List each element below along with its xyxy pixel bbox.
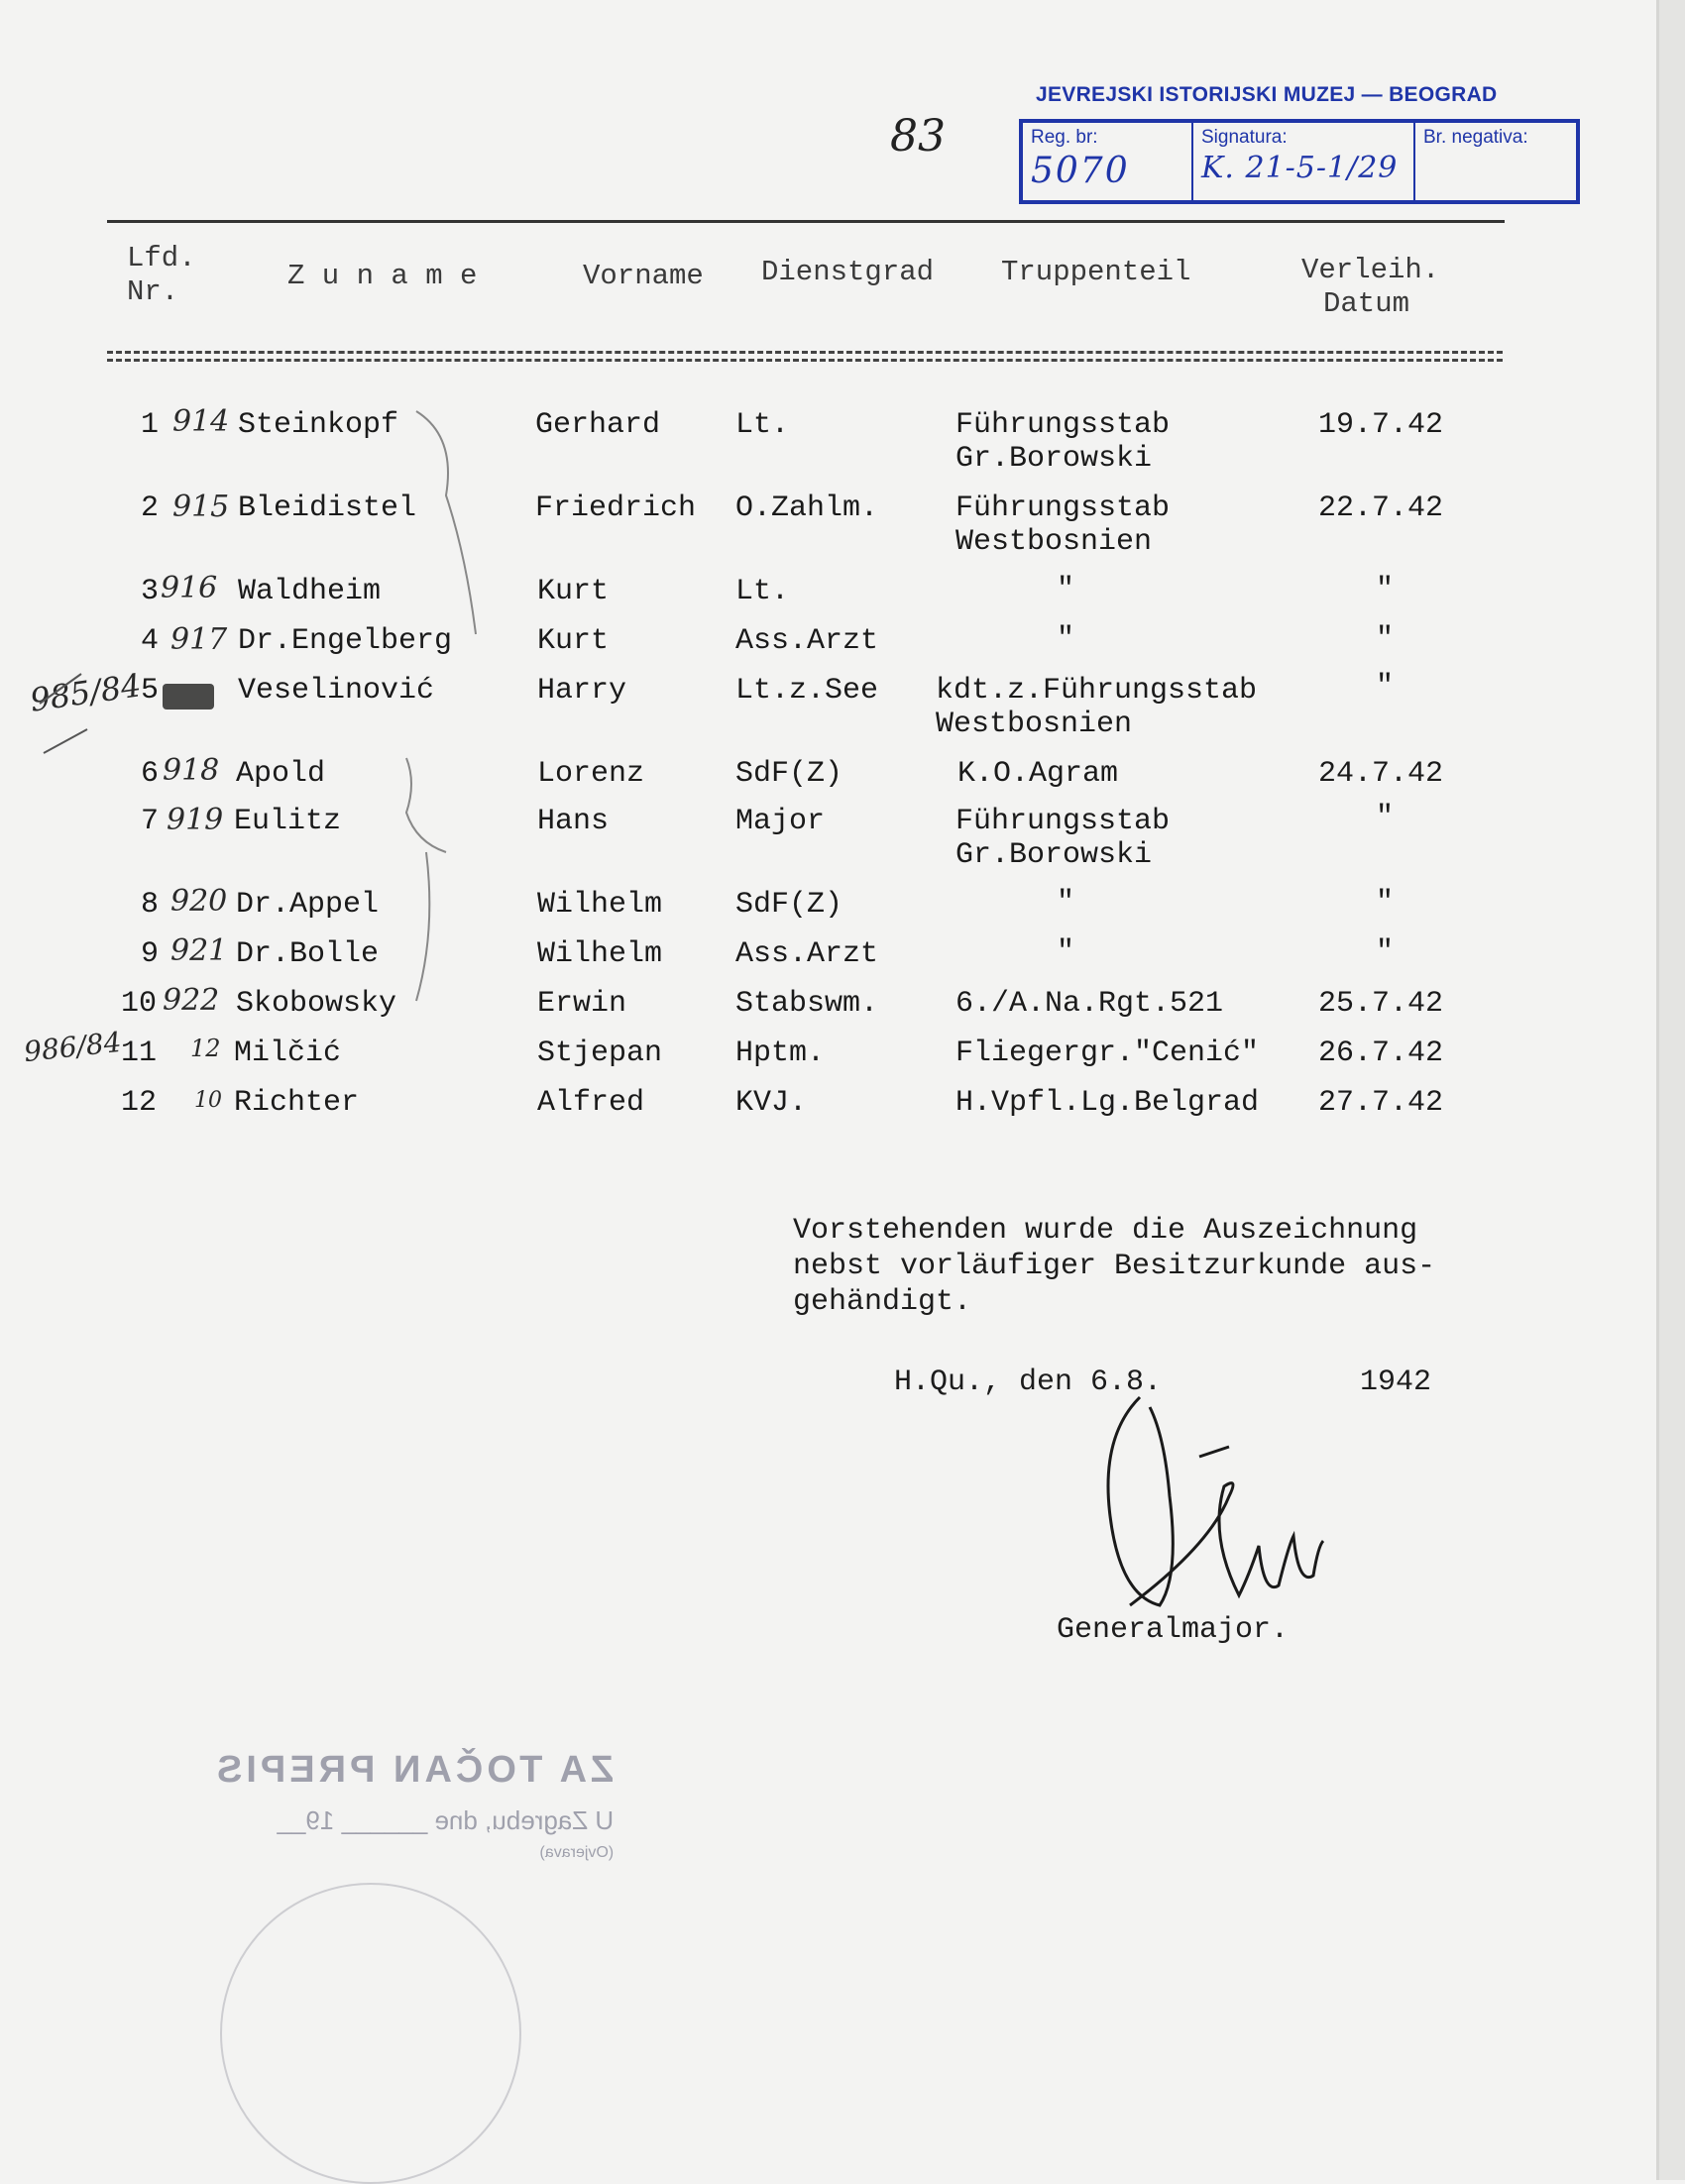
row-10-zuname: Skobowsky [236,987,397,1021]
row-4-zuname: Dr.Engelberg [238,624,453,658]
row-8-nr: 8 [141,888,160,922]
row-5-zuname: Veselinović [238,674,435,708]
header-vorname: Vorname [583,260,704,292]
museum-stamp-title: JEVREJSKI ISTORIJSKI MUZEJ — BEOGRAD [1036,83,1498,106]
copy-stamp-line: U Zagrebu, dne ______ 19__ [277,1805,615,1835]
row-9-dienstgrad: Ass.Arzt [735,937,879,971]
row-1-truppenteil-line-2: Gr.Borowski [955,442,1153,476]
signatura-label: Signatura: [1201,127,1288,148]
row-12-nr: 12 [121,1086,158,1120]
row-6-truppenteil: K.O.Agram [957,757,1119,791]
row-10-dienstgrad: Stabswm. [735,987,879,1021]
copy-stamp-title: ZA TOČAN PREPIS [213,1749,615,1791]
row-11-nr: 11 [121,1037,158,1070]
row-10-nr: 10 [121,987,158,1021]
row-2-nr: 2 [141,491,160,525]
row-10-datum: 25.7.42 [1318,987,1444,1021]
row-5-vorname: Harry [537,674,627,708]
faint-round-seal [220,1883,521,2184]
row-9-vorname: Wilhelm [537,937,663,971]
row-1-zuname: Steinkopf [238,408,399,442]
row-6-datum: 24.7.42 [1318,757,1444,791]
header-truppenteil: Truppenteil [1001,256,1191,288]
row-2-truppenteil-line-1: Führungsstab [955,491,1171,525]
row-7-vorname: Hans [537,805,610,838]
signatory-rank: Generalmajor. [1057,1613,1290,1647]
row-6-nr: 6 [141,757,160,791]
row-12-handwritten-number: 10 [194,1088,222,1113]
margin-note-row-5: 985/84 [27,666,144,719]
row-4-vorname: Kurt [537,624,610,658]
row-5-truppenteil-line-1: kdt.z.Führungsstab [936,674,1258,708]
row-6-vorname: Lorenz [537,757,645,791]
row-1-nr: 1 [141,408,160,442]
row-12-zuname: Richter [234,1086,360,1120]
row-8-vorname: Wilhelm [537,888,663,922]
copy-stamp-small: (Ovjerava) [539,1844,615,1861]
row-4-nr: 4 [141,624,160,658]
row-4-truppenteil-ditto: " [1057,622,1075,656]
row-8-truppenteil-ditto: " [1057,886,1075,920]
general-signature [1090,1377,1348,1635]
award-note: Vorstehenden wurde die Auszeichnung nebst vorläufiger Besitzurkunde aus- gehändigt. [793,1214,1436,1319]
header-dienstgrad: Dienstgrad [761,256,935,288]
row-3-dienstgrad: Lt. [735,575,790,608]
row-7-truppenteil-line-1: Führungsstab [955,805,1171,838]
header-verleih: Verleih. [1301,254,1440,286]
row-11-dienstgrad: Hptm. [735,1037,826,1070]
row-8-zuname: Dr.Appel [236,888,380,922]
row-9-datum-ditto: " [1376,935,1395,969]
row-3-handwritten-number: 916 [161,571,218,605]
row-9-zuname: Dr.Bolle [236,937,380,971]
row-9-truppenteil-ditto: " [1057,935,1075,969]
reg-number-label: Reg. br: [1031,127,1098,148]
header-zuname: Z u n a m e [287,260,478,292]
row-6-dienstgrad: SdF(Z) [735,757,843,791]
reg-number-value: 5070 [1031,151,1130,191]
row-5-truppenteil-line-2: Westbosnien [936,708,1133,741]
row-7-truppenteil-line-2: Gr.Borowski [955,838,1153,872]
row-7-zuname: Eulitz [234,805,342,838]
year: 1942 [1360,1365,1432,1399]
signatura-value: K. 21-5-1/29 [1201,151,1399,185]
row-12-datum: 27.7.42 [1318,1086,1444,1120]
header-nr: Nr. [127,275,179,308]
row-9-nr: 9 [141,937,160,971]
row-3-truppenteil-ditto: " [1057,573,1075,606]
row-12-dienstgrad: KVJ. [735,1086,808,1120]
row-5-datum-ditto: " [1376,670,1395,704]
page-number: 83 [890,111,946,162]
row-2-zuname: Bleidistel [238,491,417,525]
row-1-handwritten-number: 914 [172,404,230,439]
row-12-truppenteil: H.Vpfl.Lg.Belgrad [955,1086,1260,1120]
row-2-handwritten-number: 915 [172,490,230,524]
row-5-dienstgrad: Lt.z.See [735,674,879,708]
row-11-vorname: Stjepan [537,1037,663,1070]
row-8-dienstgrad: SdF(Z) [735,888,843,922]
place-date: H.Qu., den 6.8. [894,1365,1163,1399]
row-2-dienstgrad: O.Zahlm. [735,491,879,525]
row-7-handwritten-number: 919 [167,803,224,837]
header-lfd: Lfd. [127,242,196,274]
row-4-datum-ditto: " [1376,622,1395,656]
row-2-truppenteil-line-2: Westbosnien [955,525,1153,559]
row-10-vorname: Erwin [537,987,627,1021]
row-9-handwritten-number: 921 [170,933,228,968]
row-2-vorname: Friedrich [535,491,697,525]
header-datum: Datum [1323,287,1410,320]
negativ-label: Br. negativa: [1423,127,1528,148]
row-1-dienstgrad: Lt. [735,408,790,442]
row-3-nr: 3 [141,575,160,608]
row-1-datum: 19.7.42 [1318,408,1444,442]
row-8-handwritten-number: 920 [170,884,228,919]
row-6-handwritten-number: 918 [163,753,220,788]
row-1-vorname: Gerhard [535,408,661,442]
copy-verification-stamp [213,1749,614,1862]
row-3-vorname: Kurt [537,575,610,608]
row-11-datum: 26.7.42 [1318,1037,1444,1070]
row-7-datum-ditto: " [1376,801,1395,834]
row-6-zuname: Apold [236,757,326,791]
row-8-datum-ditto: " [1376,886,1395,920]
row-5-nr: 5 [141,674,160,708]
row-7-dienstgrad: Major [735,805,826,838]
row-7-nr: 7 [141,805,160,838]
row-11-zuname: Milčić [234,1037,342,1070]
row-1-truppenteil-line-1: Führungsstab [955,408,1171,442]
row-4-handwritten-number: 917 [170,622,228,657]
row-12-vorname: Alfred [537,1086,645,1120]
row-11-truppenteil: Fliegergr."Cenić" [955,1037,1260,1070]
margin-note-row-11: 986/84 [22,1025,123,1069]
row-10-handwritten-number: 922 [163,983,220,1018]
row-4-dienstgrad: Ass.Arzt [735,624,879,658]
row-3-datum-ditto: " [1376,573,1395,606]
row-3-zuname: Waldheim [238,575,382,608]
row-2-datum: 22.7.42 [1318,491,1444,525]
row-11-handwritten-number: 12 [190,1035,221,1062]
row-10-truppenteil: 6./A.Na.Rgt.521 [955,987,1224,1021]
